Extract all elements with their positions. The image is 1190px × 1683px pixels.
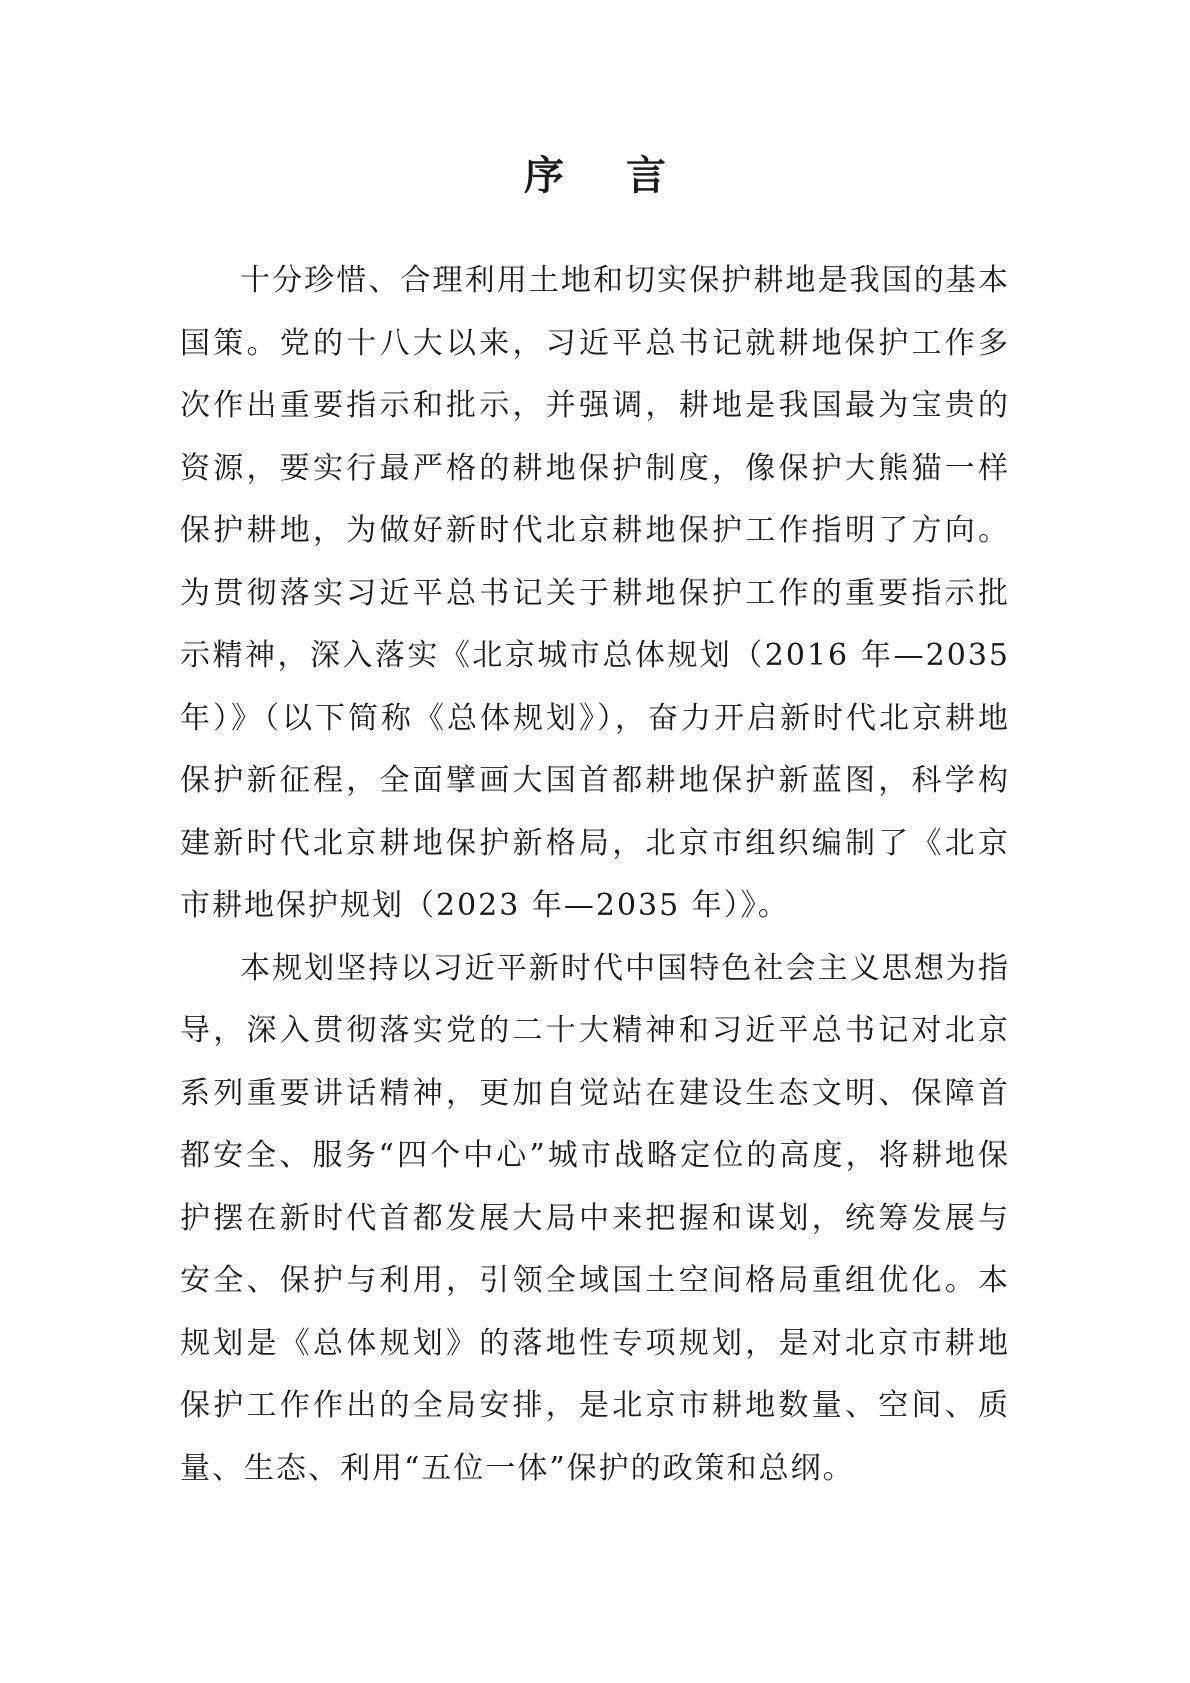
page-title: 序 言 <box>524 152 690 199</box>
body-text <box>180 250 1010 1500</box>
paragraph-1: 十分珍惜、合理利用土地和切实保护耕地是我国的基本国策。党的十八大以来，习近平总书记就耕地保护工作多次作出重要指示和批示，并强调，耕地是我国最为宝贵的资源，要实行最严格的耕地保护制度，像保护大熊猫一样保护耕地，为做好新时代北京耕地保护工作指明了方向。为贯彻落实习近平总书记关于耕地保护工作的重要指示批示精神，深入落实《北京城市总体规划（2016 年—2035 年）》（以下简称《总体规划》），奋力开启新时代北京耕地保护新征程，全面擘画大国首都耕地保护新蓝图，科学构建新时代北京耕地保护新格局，北京市组织编制了《北京市耕地保护规划（2023 年—2035 年）》。 <box>180 263 1010 923</box>
paragraph-2: 本规划坚持以习近平新时代中国特色社会主义思想为指导，深入贯彻落实党的二十大精神和习近平总书记对北京系列重要讲话精神，更加自觉站在建设生态文明、保障首都安全、服务“四个中心”城市战略定位的高度，将耕地保护摆在新时代首都发展大局中来把握和谋划，统筹发展与安全、保护与利用，引领全域国土空间格局重组优化。本规划是《总体规划》的落地性专项规划，是对北京市耕地保护工作作出的全局安排，是北京市耕地数量、空间、质量、生态、利用“五位一体”保护的政策和总纲。 <box>180 950 1010 1486</box>
